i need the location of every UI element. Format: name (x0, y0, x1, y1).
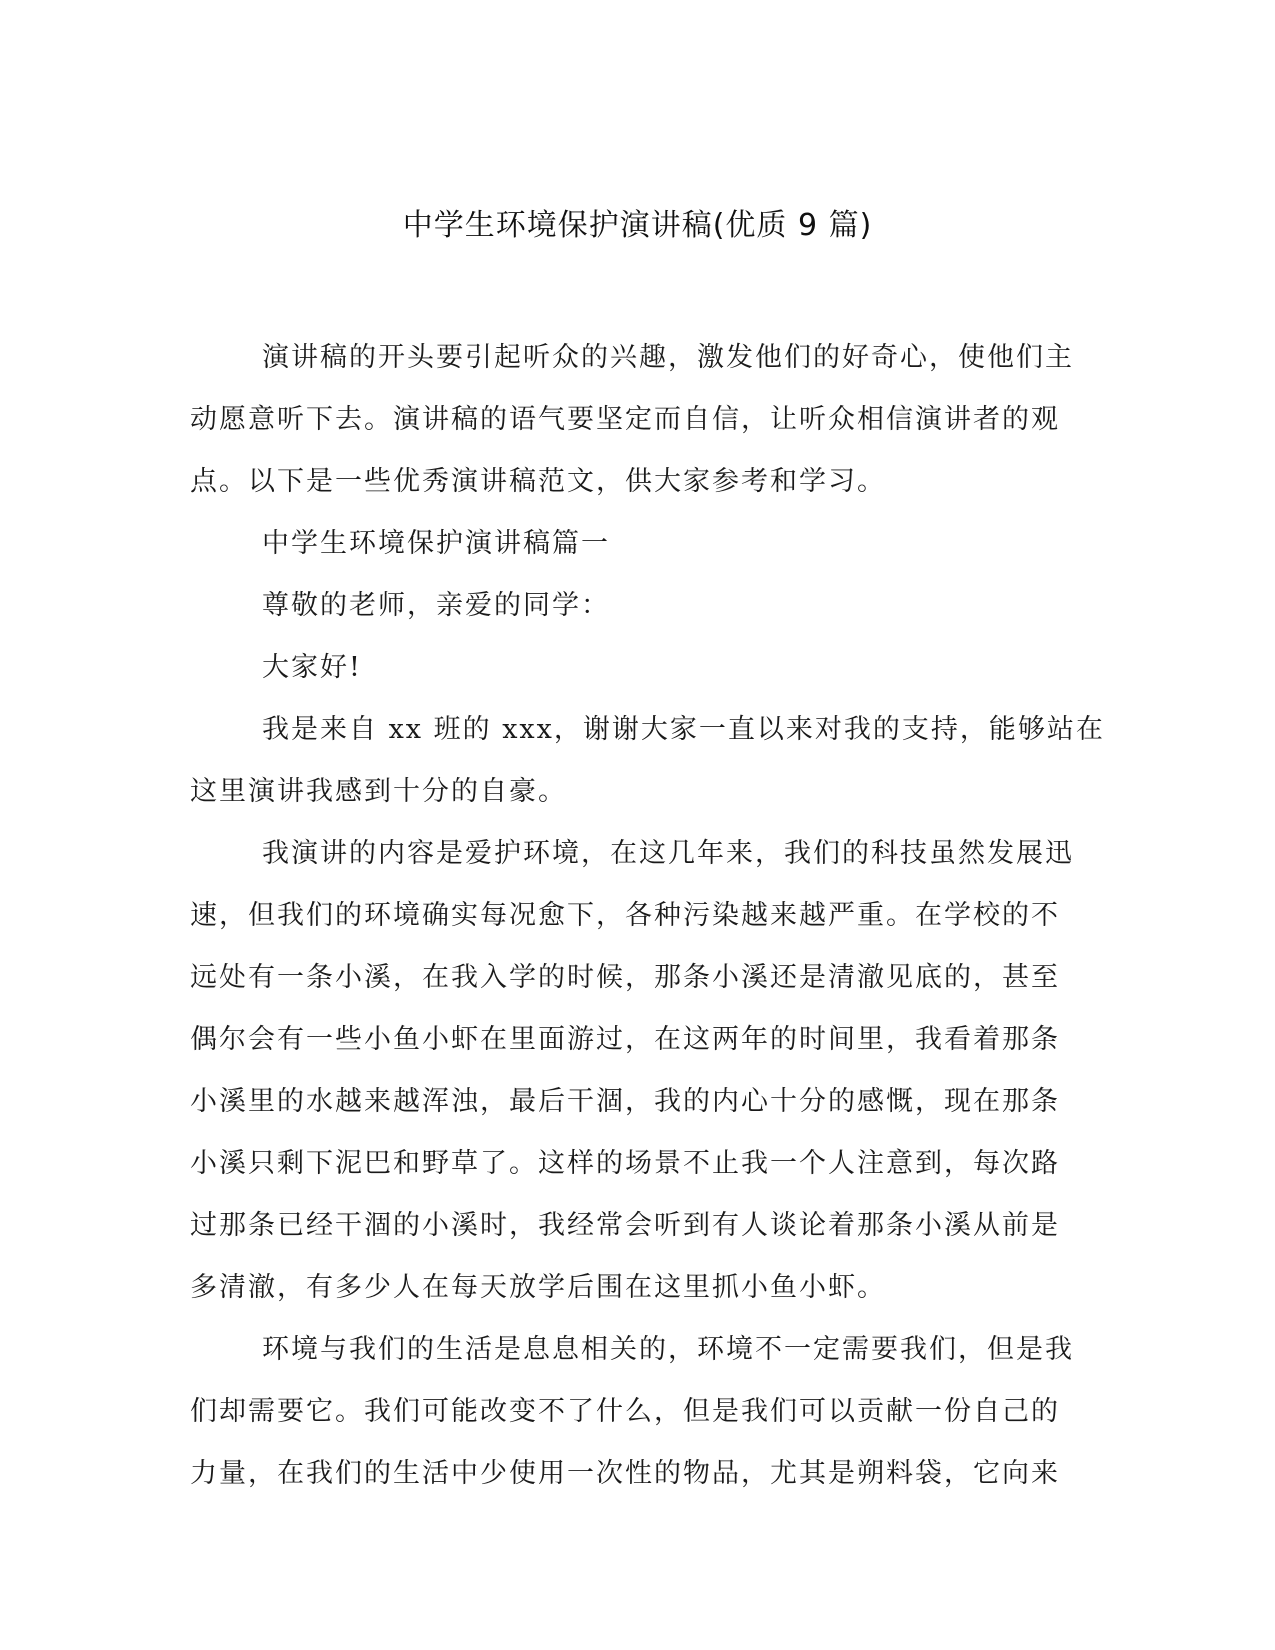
paragraph-line: 环境与我们的生活是息息相关的，环境不一定需要我们，但是我 (262, 1334, 1074, 1365)
paragraph-line: 我演讲的内容是爱护环境，在这几年来，我们的科技虽然发展迅 (262, 838, 1074, 869)
intro-line: 动愿意听下去。演讲稿的语气要坚定而自信，让听众相信演讲者的观 (190, 404, 1060, 435)
salutation: 尊敬的老师，亲爱的同学： (262, 590, 610, 621)
body-paragraph-2 (190, 823, 1085, 1319)
paragraph-line: 速，但我们的环境确实每况愈下，各种污染越来越严重。在学校的不 (190, 900, 1060, 931)
paragraph-line: 过那条已经干涸的小溪时，我经常会听到有人谈论着那条小溪从前是 (190, 1210, 1060, 1241)
document-title: 中学生环境保护演讲稿(优质 9 篇) (402, 208, 873, 243)
document-body (190, 327, 1105, 1505)
intro-paragraph (190, 327, 1085, 513)
section-heading: 中学生环境保护演讲稿篇一 (262, 528, 610, 559)
paragraph-line: 小溪只剩下泥巴和野草了。这样的场景不止我一个人注意到，每次路 (190, 1148, 1060, 1179)
intro-line: 演讲稿的开头要引起听众的兴趣，激发他们的好奇心，使他们主 (262, 342, 1074, 373)
paragraph-line: 我是来自 xx 班的 xxx，谢谢大家一直以来对我的支持，能够站在 (262, 714, 1105, 745)
greeting: 大家好! (262, 652, 362, 683)
body-paragraph-1 (190, 699, 1105, 823)
salutation-paragraph (190, 575, 1085, 637)
intro-line: 点。以下是一些优秀演讲稿范文，供大家参考和学习。 (190, 466, 886, 497)
paragraph-line: 力量，在我们的生活中少使用一次性的物品，尤其是朔料袋，它向来 (190, 1458, 1060, 1489)
greeting-paragraph (190, 637, 1085, 699)
body-paragraph-3 (190, 1319, 1085, 1505)
paragraph-line: 小溪里的水越来越浑浊，最后干涸，我的内心十分的感慨，现在那条 (190, 1086, 1060, 1117)
paragraph-line: 这里演讲我感到十分的自豪。 (190, 776, 567, 807)
paragraph-line: 们却需要它。我们可能改变不了什么，但是我们可以贡献一份自己的 (190, 1396, 1060, 1427)
section-heading-paragraph (190, 513, 1085, 575)
paragraph-line: 远处有一条小溪，在我入学的时候，那条小溪还是清澈见底的，甚至 (190, 962, 1060, 993)
paragraph-line: 多清澈，有多少人在每天放学后围在这里抓小鱼小虾。 (190, 1272, 886, 1303)
paragraph-line: 偶尔会有一些小鱼小虾在里面游过，在这两年的时间里，我看着那条 (190, 1024, 1060, 1055)
